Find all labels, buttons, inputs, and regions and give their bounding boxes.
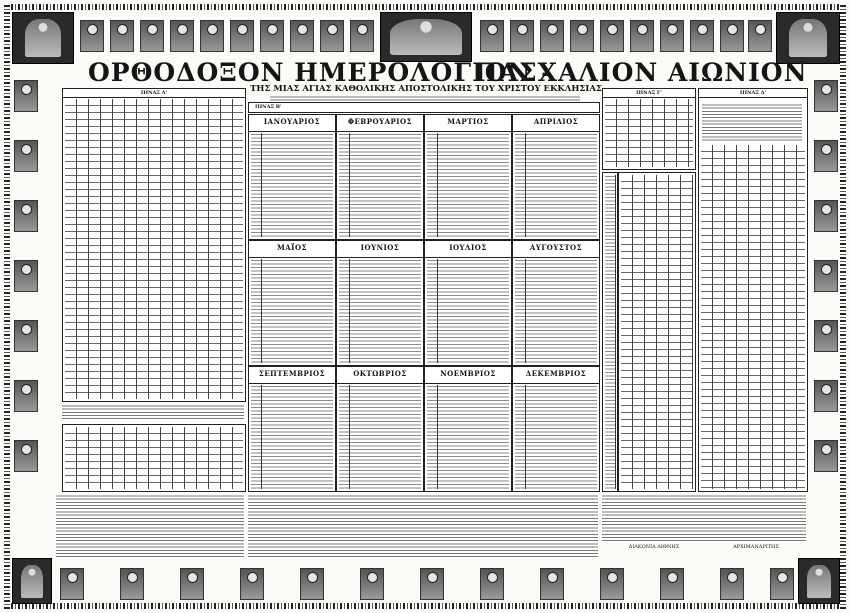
- bottom-border: [4, 603, 846, 609]
- saint-figure: [14, 200, 38, 232]
- subtitle: ΤΗΣ ΜΙΑΣ ΑΓΙΑΣ ΚΑΘΟΛΙΚΗΣ ΑΠΟΣΤΟΛΙΚΗΣ ΤΟΥ ΧΡΙΣΤΟΥ ΕΚΚΛΗΣΙΑΣ: [250, 84, 602, 94]
- month-january: ΙΑΝΟΥΑΡΙΟΣ: [248, 114, 336, 240]
- feast-list: [515, 259, 597, 363]
- saint-figure: [290, 20, 314, 52]
- month-april: ΑΠΡΙΛΙΟΣ: [512, 114, 600, 240]
- table-pinax-a: [62, 88, 246, 402]
- feast-list: [251, 133, 333, 237]
- saint-icon-top-right: [776, 12, 840, 64]
- saint-figure: [720, 568, 744, 600]
- month-june: ΙΟΥΝΙΟΣ: [336, 240, 424, 366]
- month-december: ΔΕΚΕΜΒΡΙΟΣ: [512, 366, 600, 492]
- pinax-c-columns: [618, 172, 696, 492]
- month-november: ΝΟΕΜΒΡΙΟΣ: [424, 366, 512, 492]
- feast-list: [515, 385, 597, 489]
- saint-figure: [660, 20, 684, 52]
- pinax-a-grid: [65, 99, 243, 399]
- table-pinax-d: [698, 88, 808, 492]
- saint-figure: [60, 568, 84, 600]
- saint-figure: [600, 20, 624, 52]
- saint-figure: [690, 20, 714, 52]
- month-may: ΜΑΪΟΣ: [248, 240, 336, 366]
- saint-figure: [660, 568, 684, 600]
- saint-figure: [630, 20, 654, 52]
- feast-list: [427, 133, 509, 237]
- month-october: ΟΚΤΩΒΡΙΟΣ: [336, 366, 424, 492]
- month-august: ΑΥΓΟΥΣΤΟΣ: [512, 240, 600, 366]
- saint-figure: [814, 260, 838, 292]
- explanatory-text-right: [602, 494, 806, 542]
- table-pinax-c: [602, 88, 696, 170]
- saint-figure: [814, 380, 838, 412]
- saint-figure: [14, 320, 38, 352]
- feast-list: [251, 259, 333, 363]
- saint-figure: [540, 568, 564, 600]
- month-july: ΙΟΥΛΙΟΣ: [424, 240, 512, 366]
- feast-list: [251, 385, 333, 489]
- saint-figure: [720, 20, 744, 52]
- saint-figure: [360, 568, 384, 600]
- saint-figure: [748, 20, 772, 52]
- feast-list: [427, 385, 509, 489]
- feast-list: [339, 259, 421, 363]
- saint-figure: [260, 20, 284, 52]
- saint-icon-top-left: [12, 12, 74, 64]
- saint-figure: [230, 20, 254, 52]
- pinax-a-heading: ΠΙΝΑΞ Α': [63, 89, 245, 98]
- feast-list: [339, 133, 421, 237]
- title-left: ΟΡΘΟΔΟΞΟΝ ΗΜΕΡΟΛΟΓΙΟΝ -: [88, 58, 553, 87]
- saint-figure: [814, 200, 838, 232]
- signature-left: ΔΙΑΚΟΝΙΑ ΑΙΘΝΗΣ: [628, 544, 680, 550]
- month-september: ΣΕΠΤΕΜΒΡΙΟΣ: [248, 366, 336, 492]
- saint-figure: [510, 20, 534, 52]
- saint-figure: [814, 80, 838, 112]
- feast-list: [339, 385, 421, 489]
- saint-figure: [350, 20, 374, 52]
- pinax-b-heading: ΠΙΝΑΞ Β': [255, 104, 282, 110]
- saint-figure: [420, 568, 444, 600]
- auxiliary-table: [62, 424, 246, 492]
- saint-figure: [140, 20, 164, 52]
- saint-figure: [80, 20, 104, 52]
- month-february: ΦΕΒΡΟΥΑΡΙΟΣ: [336, 114, 424, 240]
- pinax-d-heading: ΠΙΝΑΞ Δ': [699, 89, 807, 98]
- pinax-d-notes: [702, 103, 802, 141]
- saint-figure: [480, 20, 504, 52]
- pinax-c-strip: [602, 172, 618, 492]
- pinax-c-grid: [605, 99, 693, 167]
- saint-figure: [110, 20, 134, 52]
- saint-figure: [570, 20, 594, 52]
- saint-figure: [14, 260, 38, 292]
- pinax-c-heading: ΠΙΝΑΞ Γ': [603, 89, 695, 98]
- saint-figure: [540, 20, 564, 52]
- saint-figure: [180, 568, 204, 600]
- feast-list: [515, 133, 597, 237]
- left-border: [4, 4, 10, 609]
- last-supper-icon: [380, 12, 472, 62]
- pinax-a-notes: [62, 404, 244, 420]
- saint-figure: [814, 140, 838, 172]
- saint-figure: [240, 568, 264, 600]
- feast-list: [427, 259, 509, 363]
- pinax-d-grid: [701, 145, 805, 489]
- table-pinax-b-header: [248, 102, 600, 113]
- saint-figure: [480, 568, 504, 600]
- saint-figure: [14, 80, 38, 112]
- saint-figure: [770, 568, 794, 600]
- saint-icon-bottom-left: [12, 558, 52, 604]
- saint-figure: [814, 440, 838, 472]
- saint-figure: [14, 380, 38, 412]
- month-march: ΜΑΡΤΙΟΣ: [424, 114, 512, 240]
- saint-figure: [300, 568, 324, 600]
- saint-figure: [170, 20, 194, 52]
- title-right: ΠΑΣΧΑΛΙΟΝ ΑΙΩΝΙΟΝ: [474, 58, 808, 87]
- saint-figure: [200, 20, 224, 52]
- right-border: [840, 4, 846, 609]
- signature-right: ΑΡΧΙΜΑΝΔΡΙΤΗΣ: [733, 544, 779, 550]
- saint-figure: [14, 140, 38, 172]
- saint-figure: [600, 568, 624, 600]
- saint-figure: [14, 440, 38, 472]
- saint-figure: [320, 20, 344, 52]
- saint-icon-bottom-right: [798, 558, 840, 604]
- top-border: [4, 4, 846, 10]
- explanatory-text-left: [56, 494, 244, 558]
- saint-figure: [814, 320, 838, 352]
- explanatory-text-center: [248, 494, 598, 558]
- saint-figure: [120, 568, 144, 600]
